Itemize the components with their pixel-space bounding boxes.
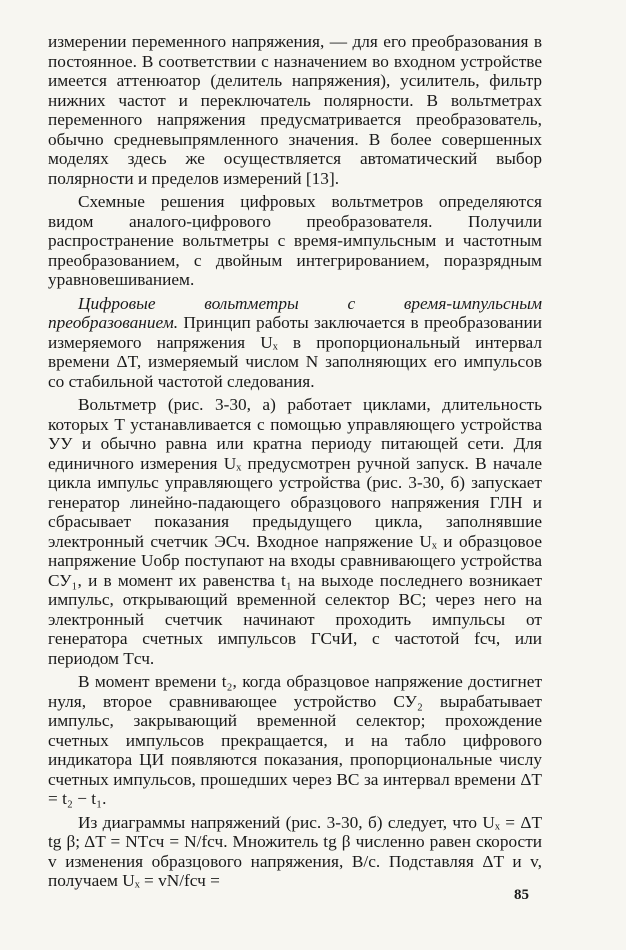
page-number: 85 [514,887,529,903]
paragraph-time-pulse-principle [48,294,542,392]
paragraph-continued: измерении переменного напряжения, — для его преобразования в постоянное. В соответствии с назначением во входном устройстве имеется аттенюатор (делитель напряжения), усилитель, фильтр нижних частот и переключатель полярности. В вольтметрах переменного напряжения предусматривается преобразователь, обычно средневыпрямленного значения. В более совершенных моделях здесь же осуществляется автоматический выбор полярности и пределов измерений [13]. [48,32,542,188]
body-text [48,32,542,891]
section-heading: Цифровые вольтметры с время-импульсным преобразованием. [48,293,542,332]
paragraph-principle-text: Принцип работы заключается в преобразовании измеряемого напряжения Uₓ в пропорциональный интервал времени ΔT, измеряемый числом N заполняющих его импульсов со стабильной частотой следования. [48,313,542,391]
paragraph-voltmeter-cycle: Вольтметр (рис. 3-30, а) работает циклами, длительность которых T устанавливается с помощью управляющего устройства УУ и обычно равна или кратна периоду питающей сети. Для единичного измерения Uₓ предусмотрен ручной запуск. В начале цикла импульс управляющего устройства (рис. 3-30, б) запускает генератор линейно-падающего образцового напряжения ГЛН и сбрасывает показания предыдущего цикла, заполнявшие электронный счетчик ЭСч. Входное напряжение Uₓ и образцовое напряжение Uобр поступают на входы сравнивающего устройства СУ₁, и в момент их равенства t₁ на выходе последнего возникает импульс, открывающий временной селектор ВС; через него на электронный счетчик начинают проходить импульсы от генератора счетных импульсов ГСчИ, с частотой fсч, или периодом Tсч. [48,395,542,668]
paragraph-adc-types: Схемные решения цифровых вольтметров определяются видом аналого-цифрового преобразователя. Получили распространение вольтметры с время-импульсным и частотным преобразованием, с двойным интегрированием, поразрядным уравновешиванием. [48,192,542,289]
paragraph-t2-moment: В момент времени t₂, когда образцовое напряжение достигнет нуля, второе сравнивающее устройство СУ₂ вырабатывает импульс, закрывающий временной селектор; прохождение счетных импульсов прекращается, и на табло цифрового индикатора ЦИ появляются показания, пропорциональные числу счетных импульсов, прошедших через ВС за интервал времени ΔT = t₂ − t₁. [48,672,542,808]
paragraph-diagram-formula: Из диаграммы напряжений (рис. 3-30, б) следует, что Uₓ = ΔT tg β; ΔT = NTсч = N/fсч. Множитель tg β численно равен скорости v изменения образцового напряжения, В/с. Подставляя ΔT и v, получаем Uₓ = vN/fсч = [48,812,542,890]
